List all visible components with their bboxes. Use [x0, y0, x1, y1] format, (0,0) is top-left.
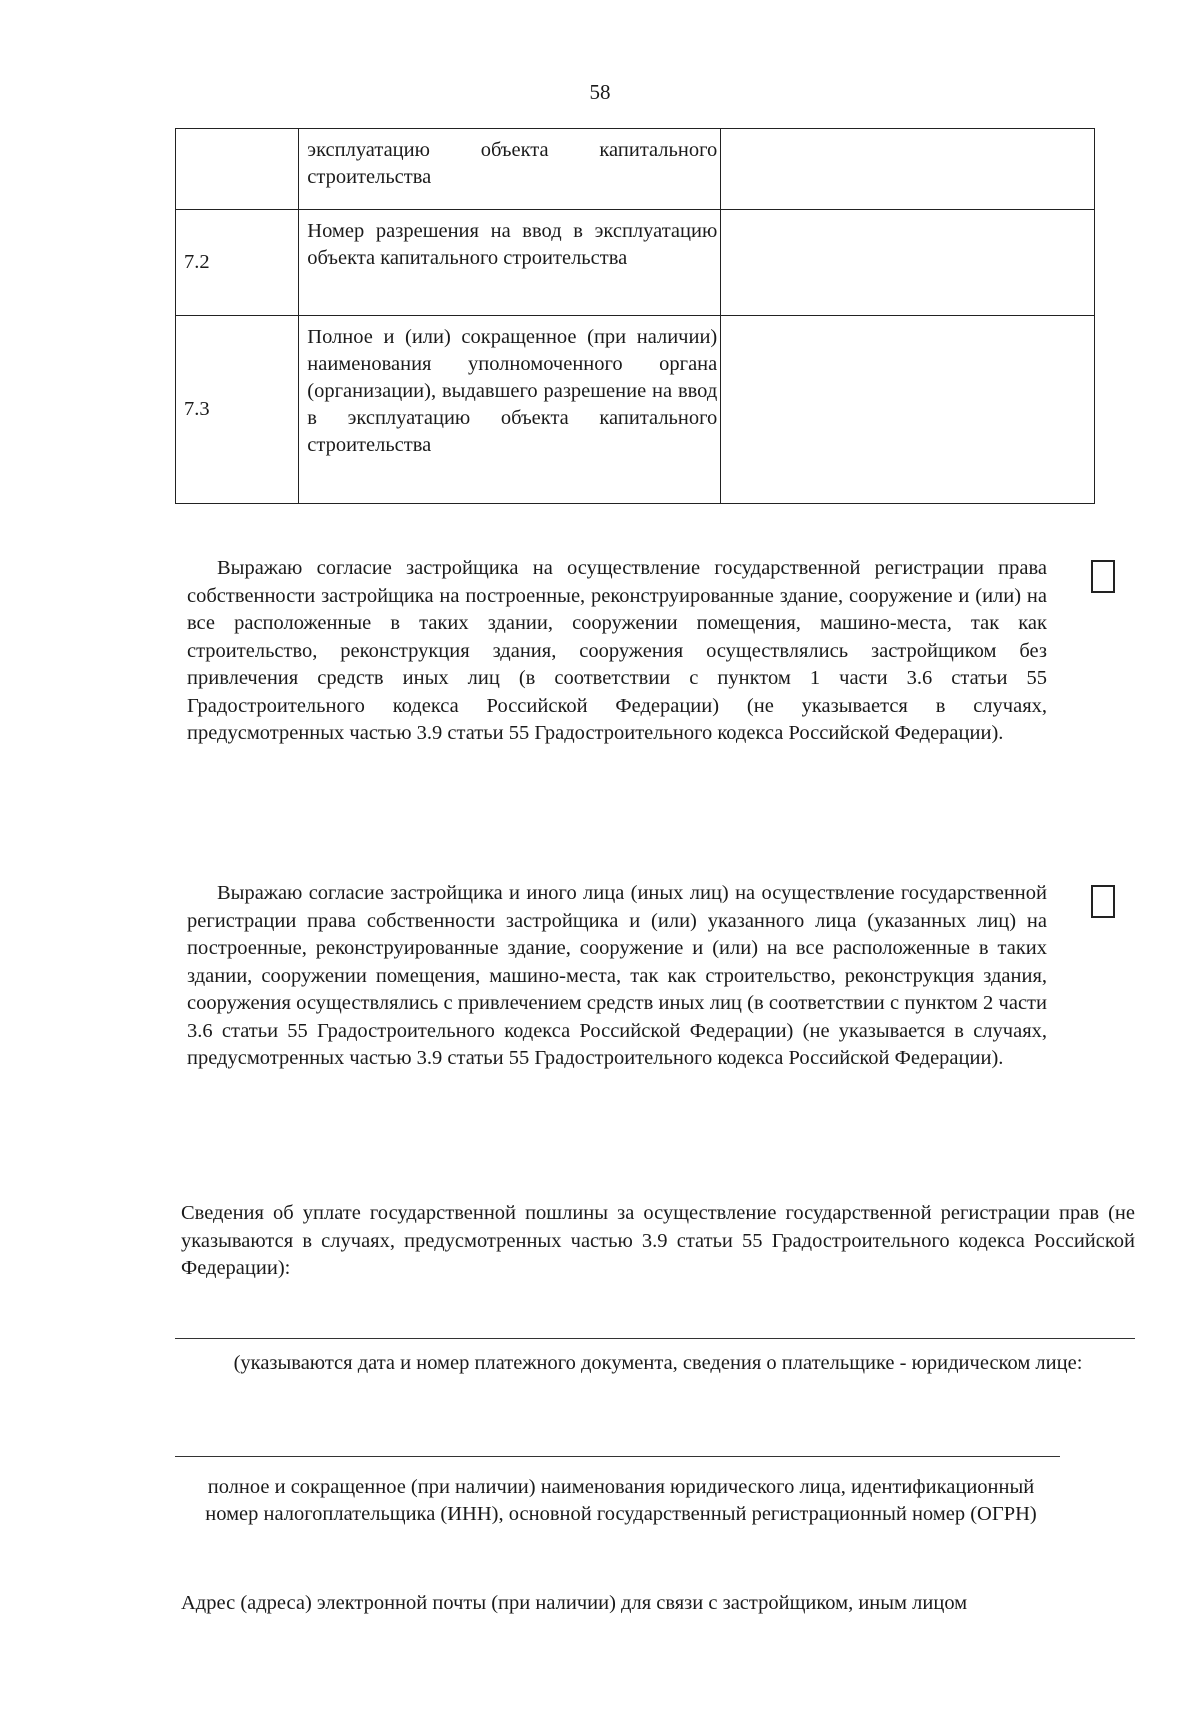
table-row — [176, 129, 1095, 210]
row-number: 7.3 — [176, 316, 299, 504]
row-number — [176, 129, 299, 210]
email-info-text: Адрес (адреса) электронной почты (при наличии) для связи с застройщиком, иным лицом — [181, 1592, 968, 1614]
consent-with-third-parties-text: Выражаю согласие застройщика и иного лица (иных лиц) на осуществление государственной регистрации права собственности застройщика и (или) указанного лица (указанных лиц) на построенные, реконструированные здание, сооружение и (или) на все расположенные в таких здании, сооружении помещения, машино-места, так как строительство, реконструкция здания, сооружения осуществлялись с привлечением средств иных лиц (в соответствии с пунктом 2 части 3.6 статьи 55 Градостроительного кодекса Российской Федерации) (не указывается в случаях, предусмотренных частью 3.9 статьи 55 Градостроительного кодекса Российской Федерации). — [187, 882, 1047, 1069]
table-row — [176, 316, 1095, 504]
legal-entity-field-line[interactable] — [175, 1456, 1060, 1457]
consent-without-third-parties-checkbox[interactable] — [1091, 560, 1115, 593]
legal-entity-hint: полное и сокращенное (при наличии) наименования юридического лица, идентификационный номер налогоплательщика (ИНН), основной государственный регистрационный номер (ОГРН) — [205, 1476, 1037, 1525]
table-row — [176, 210, 1095, 316]
row-value-field[interactable] — [721, 210, 1095, 316]
page-number: 58 — [589, 80, 611, 104]
consent-without-third-parties-text: Выражаю согласие застройщика на осуществление государственной регистрации права собственности застройщика на построенные, реконструированные здание, сооружение и (или) на все расположенные в таких здании, сооружении помещения, машино-места, так как строительство, реконструкция здания, сооружения осуществлялись застройщиком без привлечения средств иных лиц (в соответствии с пунктом 1 части 3.6 статьи 55 Градостроительного кодекса Российской Федерации) (не указывается в случаях, предусмотренных частью 3.9 статьи 55 Градостроительного кодекса Российской Федерации). — [187, 557, 1047, 744]
row-label: Полное и (или) сокращенное (при наличии) наименования уполномоченного органа (организации), выдавшего разрешение на ввод в эксплуатацию объекта капитального строительства — [299, 316, 721, 504]
row-label: Номер разрешения на ввод в эксплуатацию объекта капитального строительства — [299, 210, 721, 316]
row-label: эксплуатацию объекта капитального строительства — [299, 129, 721, 210]
form-table — [175, 128, 1095, 504]
state-fee-info-text: Сведения об уплате государственной пошлины за осуществление государственной регистрации прав (не указываются в случаях, предусмотренных частью 3.9 статьи 55 Градостроительного кодекса Российской Федерации): — [181, 1202, 1135, 1279]
row-value-field[interactable] — [721, 129, 1095, 210]
payment-document-field-line[interactable] — [175, 1338, 1135, 1339]
consent-with-third-parties-checkbox[interactable] — [1091, 885, 1115, 918]
row-value-field[interactable] — [721, 316, 1095, 504]
row-number: 7.2 — [176, 210, 299, 316]
payment-document-hint: (указываются дата и номер платежного документа, сведения о плательщике - юридическом лице: — [233, 1352, 1083, 1374]
